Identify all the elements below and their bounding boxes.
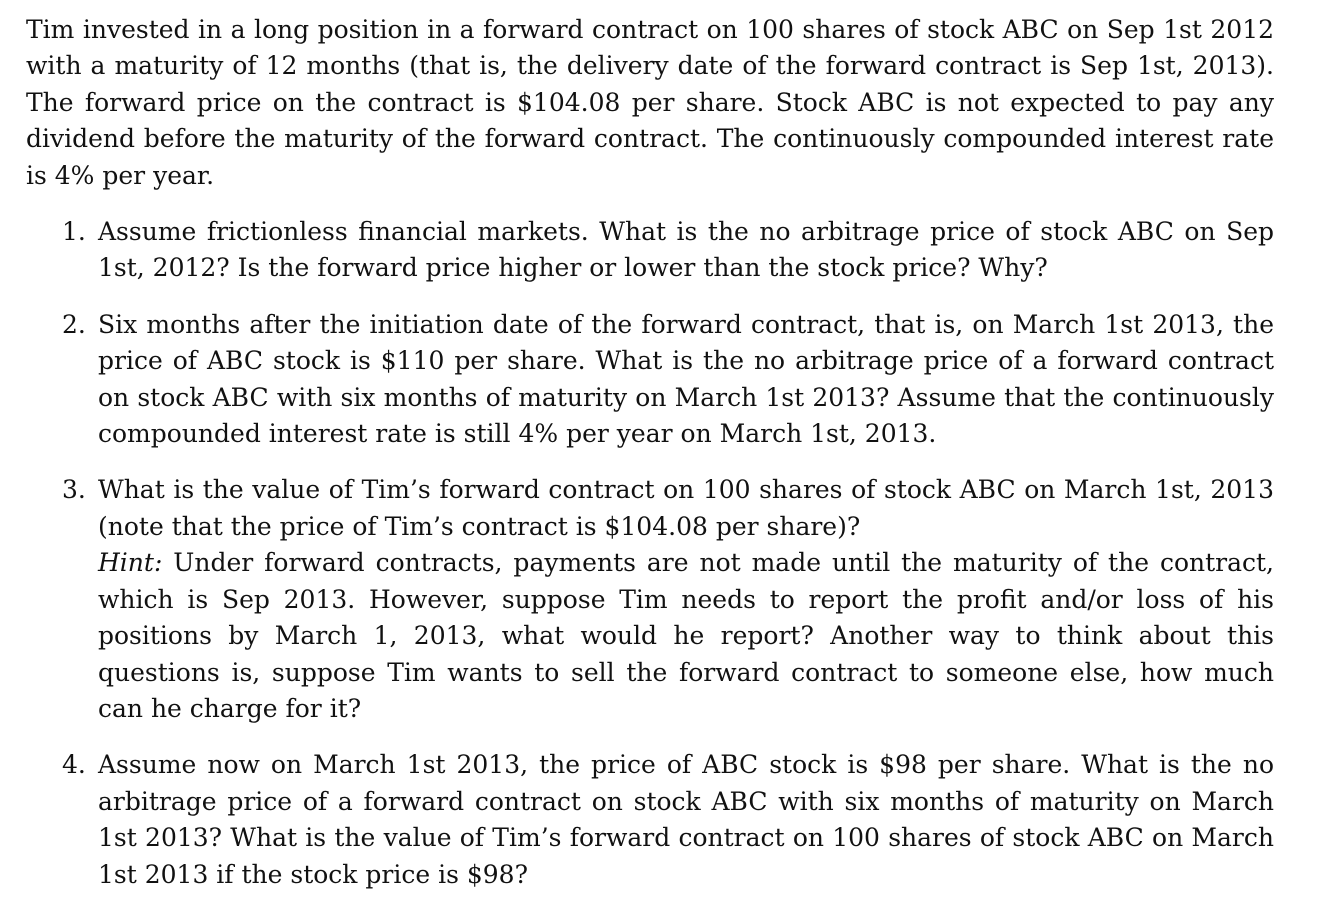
question-number: 3. [62, 475, 86, 505]
question-item [26, 472, 1274, 727]
hint-label: Hint: [98, 548, 163, 578]
question-item [26, 214, 1274, 287]
document-page [26, 12, 1274, 913]
question-text: Six months after the initiation date of the forward contract, that is, on March 1st 2013, the price of ABC stock is $110 per share. What is the no arbitrage price of a forward contract on stock ABC with six months of maturity on March 1st 2013? Assume that the continuously compounded interest rate is still 4% per year on March 1st, 2013. [98, 309, 1274, 449]
intro-paragraph: Tim invested in a long position in a forward contract on 100 shares of stock ABC on Sep 1st 2012 with a maturity of 12 months (that is, the delivery date of the forward contract is Sep 1st, 2013). The forward price on the contract is $104.08 per share. Stock ABC is not expected to pay any dividend before the maturity of the forward contract. The continuously compounded interest rate is 4% per year. [26, 15, 1274, 190]
question-item [26, 747, 1274, 893]
question-number: 2. [62, 309, 86, 339]
question-text: What is the value of Tim’s forward contract on 100 shares of stock ABC on March 1st, 2013 (note that the price of Tim’s contract is $104.08 per share)? [98, 475, 1274, 541]
question-text: Assume now on March 1st 2013, the price of ABC stock is $98 per share. What is the no arbitrage price of a forward contract on stock ABC with six months of maturity on March 1st 2013? What is the value of Tim’s forward contract on 100 shares of stock ABC on March 1st 2013 if the stock price is $98? [98, 750, 1274, 889]
question-text: Assume frictionless financial markets. What is the no arbitrage price of stock ABC on Sep 1st, 2012? Is the forward price higher or lower than the stock price? Why? [98, 217, 1274, 283]
question-item [26, 307, 1274, 453]
hint-block [98, 545, 1274, 727]
question-number: 1. [62, 217, 86, 247]
hint-text: Under forward contracts, payments are not made until the maturity of the contract, which is Sep 2013. However, suppose Tim needs to report the profit and/or loss of his positions by March 1, 2013, what would he report? Another way to think about this questions is, suppose Tim wants to sell the forward contract to someone else, how much can he charge for it? [98, 548, 1274, 723]
question-number: 4. [62, 750, 86, 780]
question-list [26, 214, 1274, 893]
